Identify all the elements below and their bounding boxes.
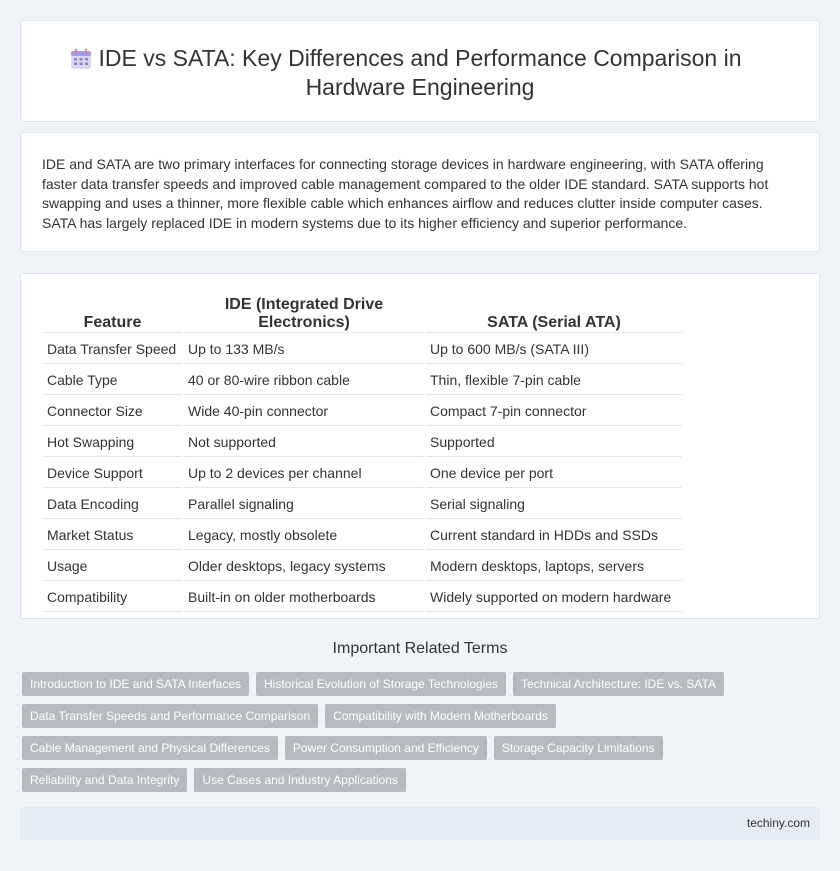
related-term-tag[interactable]: Power Consumption and Efficiency <box>285 736 487 760</box>
table-row <box>43 583 682 612</box>
sata-cell: Compact 7-pin connector <box>426 397 682 426</box>
related-term-tag[interactable]: Compatibility with Modern Motherboards <box>325 704 556 728</box>
header-feature: Feature <box>43 296 182 333</box>
tag-row <box>22 672 822 696</box>
table-row <box>43 552 682 581</box>
feature-cell: Connector Size <box>43 397 182 426</box>
footer-bar <box>20 807 820 840</box>
page-title-line-1: IDE vs SATA: Key Differences and Performance Comparison in <box>98 45 742 71</box>
table-row <box>43 459 682 488</box>
tag-row <box>22 768 822 792</box>
sata-cell: Up to 600 MB/s (SATA III) <box>426 335 682 364</box>
table-header-row <box>43 296 682 333</box>
feature-cell: Data Encoding <box>43 490 182 519</box>
feature-cell: Hot Swapping <box>43 428 182 457</box>
intro-card <box>20 132 820 252</box>
table-row <box>43 397 682 426</box>
comparison-card <box>20 273 820 619</box>
ide-cell: 40 or 80-wire ribbon cable <box>184 366 424 395</box>
sata-cell: Supported <box>426 428 682 457</box>
related-term-tag[interactable]: Historical Evolution of Storage Technologies <box>256 672 506 696</box>
feature-cell: Usage <box>43 552 182 581</box>
related-terms-heading: Important Related Terms <box>332 640 508 657</box>
feature-cell: Cable Type <box>43 366 182 395</box>
ide-cell: Up to 133 MB/s <box>184 335 424 364</box>
header-ide: IDE (Integrated Drive Electronics) <box>184 296 424 333</box>
sata-cell: Widely supported on modern hardware <box>426 583 682 612</box>
sata-cell: Serial signaling <box>426 490 682 519</box>
page-title <box>21 44 819 102</box>
related-term-tag[interactable]: Storage Capacity Limitations <box>494 736 663 760</box>
related-term-tag[interactable]: Technical Architecture: IDE vs. SATA <box>513 672 724 696</box>
tag-row <box>22 704 822 728</box>
feature-cell: Market Status <box>43 521 182 550</box>
ide-cell: Wide 40-pin connector <box>184 397 424 426</box>
page-title-line-2: Hardware Engineering <box>305 74 535 100</box>
related-term-tag[interactable]: Cable Management and Physical Differences <box>22 736 278 760</box>
feature-cell: Compatibility <box>43 583 182 612</box>
ide-cell: Older desktops, legacy systems <box>184 552 424 581</box>
table-row <box>43 521 682 550</box>
comparison-table <box>41 294 684 614</box>
ide-cell: Legacy, mostly obsolete <box>184 521 424 550</box>
tag-row <box>22 736 822 760</box>
ide-cell: Up to 2 devices per channel <box>184 459 424 488</box>
related-term-tag[interactable]: Reliability and Data Integrity <box>22 768 187 792</box>
title-card <box>20 20 820 122</box>
table-row <box>43 335 682 364</box>
related-term-tag[interactable]: Data Transfer Speeds and Performance Comparison <box>22 704 318 728</box>
table-row <box>43 490 682 519</box>
table-row <box>43 428 682 457</box>
sata-cell: One device per port <box>426 459 682 488</box>
header-sata: SATA (Serial ATA) <box>426 296 682 333</box>
ide-cell: Parallel signaling <box>184 490 424 519</box>
sata-cell: Current standard in HDDs and SSDs <box>426 521 682 550</box>
intro-paragraph: IDE and SATA are two primary interfaces for connecting storage devices in hardware engineering, with SATA offering faster data transfer speeds and improved cable management compared to the older IDE standard. SATA supports hot swapping and uses a thinner, more flexible cable which enhances airflow and reduces clutter inside computer cases. SATA has largely replaced IDE in modern systems due to its higher efficiency and superior performance. <box>42 156 769 231</box>
ide-cell: Built-in on older motherboards <box>184 583 424 612</box>
ide-cell: Not supported <box>184 428 424 457</box>
feature-cell: Device Support <box>43 459 182 488</box>
sata-cell: Thin, flexible 7-pin cable <box>426 366 682 395</box>
table-row <box>43 366 682 395</box>
related-term-tag[interactable]: Use Cases and Industry Applications <box>194 768 405 792</box>
feature-cell: Data Transfer Speed <box>43 335 182 364</box>
related-terms-tags <box>22 672 822 800</box>
sata-cell: Modern desktops, laptops, servers <box>426 552 682 581</box>
related-term-tag[interactable]: Introduction to IDE and SATA Interfaces <box>22 672 249 696</box>
footer-site-link[interactable]: techiny.com <box>746 816 810 830</box>
